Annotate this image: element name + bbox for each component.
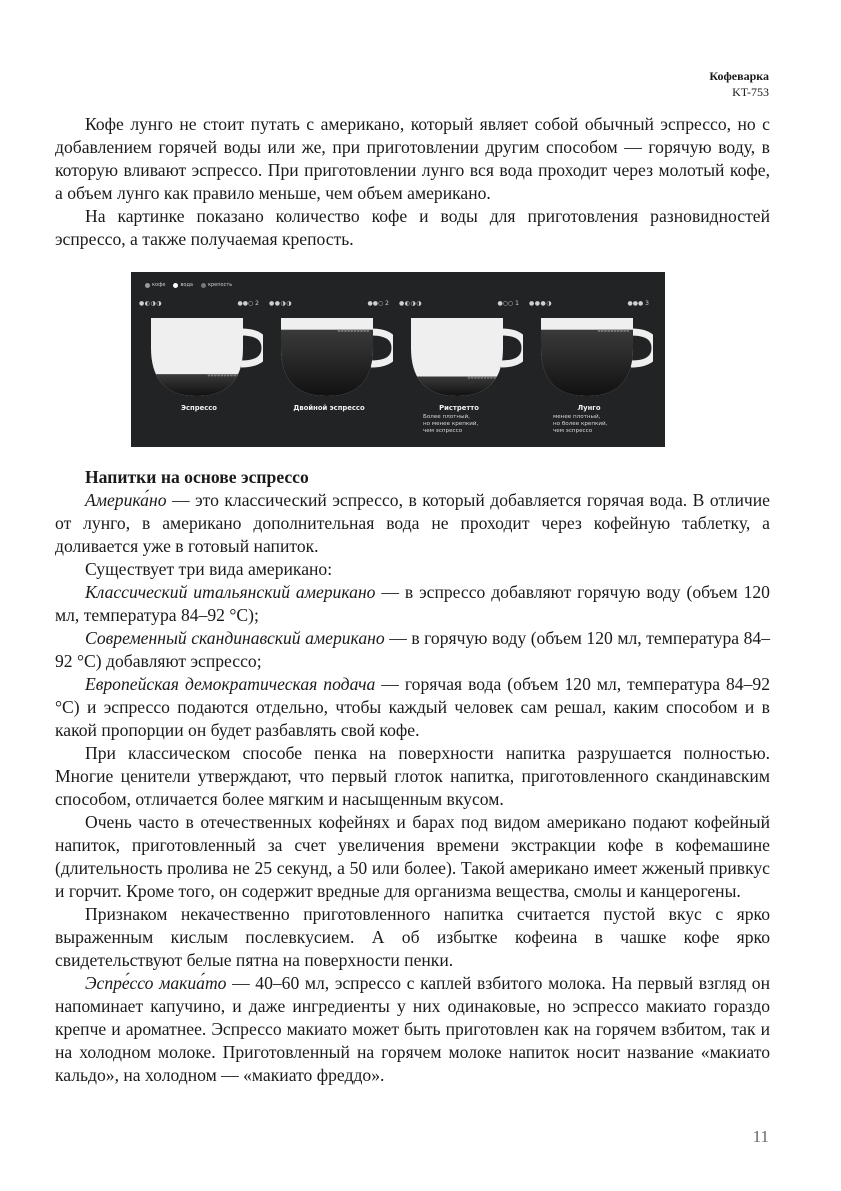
double-espresso-cup-graphic: [265, 314, 393, 402]
crema-bubble: [357, 329, 360, 332]
crema-bubble: [493, 376, 496, 379]
crema-bubble: [627, 329, 630, 332]
coffee-water-icons: ●◐◑◑: [399, 300, 422, 307]
coffee-water-icons: ●◐◑◑: [139, 300, 162, 307]
crema-bubble: [611, 329, 614, 332]
crema-bubble: [214, 374, 217, 377]
crema-bubble: [481, 376, 484, 379]
crema-bubble: [237, 374, 240, 377]
paragraph-quality: Признаком некачественно приготовленного напитка считается пустой вкус с ярко выраженным кислым послевкусием. А об избытке кофеина в чашке кофе ярко свидетельствуют белые пятна на поверхности пенки.: [55, 904, 770, 970]
paragraph-americano: Америка́но — это классический эспрессо, в который добавляется горячая вода. В отличие от лунго, в американо дополнительная вода не проходит через кофейную таблетку, а доливается уже в готовый напиток.: [55, 490, 770, 556]
coffee-fill: [541, 330, 633, 396]
cup-espresso: [135, 300, 263, 447]
crema-bubble: [347, 329, 350, 332]
crema-bubble: [490, 376, 493, 379]
crema-bubble: [224, 374, 227, 377]
crema-bubble: [233, 374, 236, 377]
term: Эспре́ссо макиа́то: [85, 973, 227, 993]
crema-bubble: [468, 376, 471, 379]
cup-lungo: [525, 300, 653, 447]
term: Современный скандинавский американо: [85, 628, 385, 648]
header-title: Кофеварка: [709, 69, 769, 83]
page-header: [709, 68, 769, 100]
crema-bubble: [211, 374, 214, 377]
coffee-water-icons: ●●●◑: [529, 300, 552, 307]
crema-bubble: [620, 329, 623, 332]
figure-legend: [145, 282, 232, 288]
coffee-fill: [411, 377, 503, 397]
section-block: [55, 464, 770, 1087]
cup-name: Лунго: [577, 404, 601, 412]
page-number: 11: [752, 1127, 769, 1146]
crema-bubble: [221, 374, 224, 377]
term: Европейская демократическая подача: [85, 674, 376, 694]
ristretto-cup-graphic: [395, 314, 523, 402]
term: Америка́но: [85, 490, 167, 510]
paragraph-scandinavian: Современный скандинавский американо — в горячую воду (объем 120 мл, температура 84–92 °С) добавляют эспрессо;: [55, 628, 770, 671]
crema-bubble: [497, 376, 500, 379]
term: Классический итальянский американо: [85, 582, 376, 602]
paragraph-macchiato: Эспре́ссо макиа́то — 40–60 мл, эспрессо с каплей взбитого молока. На первый взгляд он напоминает капучино, и даже ингредиенты у них одинаковые, но эспрессо макиато гораздо крепче и ароматнее. Эспрессо макиато может быть приготовлен как на горячем взбитом, так и на холодном молоке. Приготовленный на горячем молоке напиток носит название «макиато кальдо», на холодном — «макиато фреддо».: [55, 973, 770, 1085]
crema-bubble: [598, 329, 601, 332]
crema-bubble: [217, 374, 220, 377]
paragraph-classic: Классический итальянский американо — в эспрессо добавляют горячую воду (объем 120 мл, температура 84–92 °С);: [55, 582, 770, 625]
coffee-water-icons: ●●◑◑: [269, 300, 292, 307]
crema-bubble: [351, 329, 354, 332]
crema-bubble: [487, 376, 490, 379]
intro-block: [55, 113, 770, 251]
paragraph-european: Европейская демократическая подача — горячая вода (объем 120 мл, температура 84–92 °С) и эспрессо подаются отдельно, чтобы каждый человек сам решал, каким способом и в какой пропорции он будет разбавлять свой кофе.: [55, 674, 770, 740]
lungo-cup-graphic: [525, 314, 653, 402]
legend-coffee: кофе: [145, 282, 165, 288]
crema-bubble: [471, 376, 474, 379]
strength-indicator: ●●● 3: [627, 300, 649, 307]
crema-bubble: [604, 329, 607, 332]
crema-bubble: [601, 329, 604, 332]
crema-bubble: [617, 329, 620, 332]
crema-bubble: [367, 329, 370, 332]
strength-indicator: ●●○ 2: [367, 300, 389, 307]
cup-indicators: [139, 300, 259, 310]
coffee-fill: [151, 374, 243, 396]
crema-bubble: [607, 329, 610, 332]
strength-indicator: ●●○ 2: [237, 300, 259, 307]
cup-name: Ристретто: [439, 404, 479, 412]
crema-bubble: [623, 329, 626, 332]
crema-bubble: [354, 329, 357, 332]
crema-bubble: [477, 376, 480, 379]
cup-name: Двойной эспрессо: [293, 404, 365, 412]
coffee-fill: [281, 330, 373, 396]
crema-bubble: [484, 376, 487, 379]
paragraph-fake-americano: Очень часто в отечественных кофейнях и барах под видом американо подают кофейный напиток, приготовленный за счет увеличения времени экстракции кофе в кофемашине (длительность пролива не 25 секунд, а 50 или более). Такой американо имеет жженый привкус и горчит. Кроме того, он содержит вредные для организма вещества, смолы и канцерогены.: [55, 812, 770, 901]
paragraph-classic-method: При классическом способе пенка на поверхности напитка разрушается полностью. Многие ценители утверждают, что первый глоток напитка, приготовленного скандинавским способом, отличается более мягким и насыщенным вкусом.: [55, 743, 770, 809]
crema-bubble: [474, 376, 477, 379]
crema-bubble: [341, 329, 344, 332]
cup-indicators: [399, 300, 519, 310]
cup-indicators: [269, 300, 389, 310]
paragraph-types: Существует три вида американо:: [85, 559, 333, 579]
crema-bubble: [363, 329, 366, 332]
intro-paragraph-2: На картинке показано количество кофе и воды для приготовления разновидностей эспрессо, а также получаемая крепость.: [55, 206, 770, 249]
legend-strength: крепость: [201, 282, 232, 288]
legend-water: вода: [173, 282, 193, 288]
crema-bubble: [360, 329, 363, 332]
crema-bubble: [614, 329, 617, 332]
section-heading: Напитки на основе эспрессо: [85, 467, 309, 487]
cup-ristretto: [395, 300, 523, 447]
intro-paragraph-1: Кофе лунго не стоит путать с американо, который являет собой обычный эспрессо, но с добавлением горячей воды или же, при приготовлении другим способом — горячую воду, в которую вливают эспрессо. При приготовлении лунго вся вода проходит через молотый кофе, а объем лунго как правило меньше, чем объем американо.: [55, 114, 770, 203]
cup-description: Более плотный, но менее крепкий, чем эспрессо: [423, 414, 479, 434]
header-model: KT-753: [732, 85, 769, 99]
strength-indicator: ●○○ 1: [497, 300, 519, 307]
crema-bubble: [227, 374, 230, 377]
espresso-cups-figure: [131, 272, 665, 447]
cup-name: Эспрессо: [181, 404, 217, 412]
cup-indicators: [529, 300, 649, 310]
espresso-cup-graphic: [135, 314, 263, 402]
crema-bubble: [344, 329, 347, 332]
cup-double-espresso: [265, 300, 393, 447]
crema-bubble: [230, 374, 233, 377]
crema-bubble: [208, 374, 211, 377]
crema-bubble: [338, 329, 341, 332]
cup-description: менее плотный, но более крепкий, чем эспрессо: [553, 414, 608, 434]
